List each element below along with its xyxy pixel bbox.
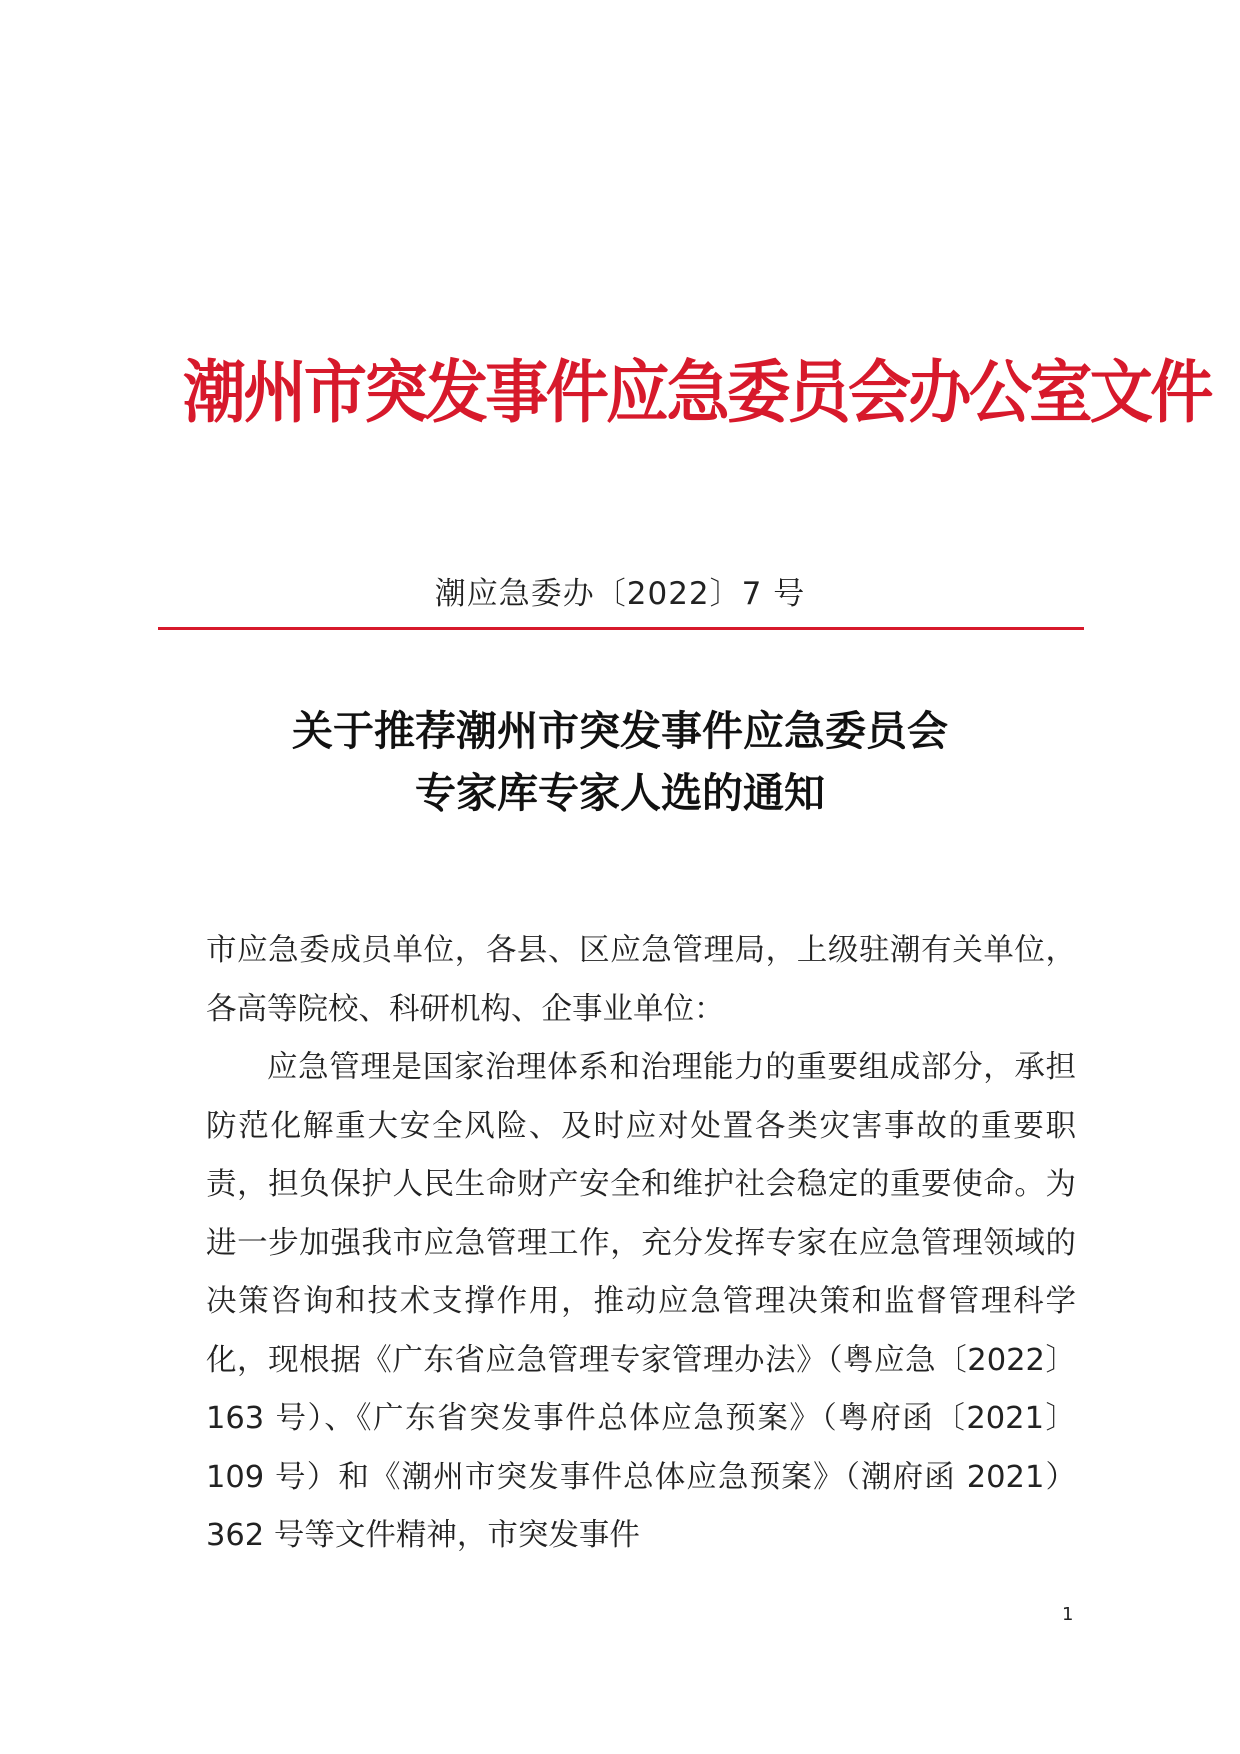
- salutation-paragraph: 市应急委成员单位，各县、区应急管理局，上级驻潮有关单位，各高等院校、科研机构、企事业单位：: [206, 933, 1076, 1027]
- body-text: [206, 922, 1076, 1566]
- body-paragraph: 应急管理是国家治理体系和治理能力的重要组成部分，承担防范化解重大安全风险、及时应对处置各类灾害事故的重要职责，担负保护人民生命财产安全和维护社会稳定的重要使命。为进一步加强我市应急管理工作，充分发挥专家在应急管理领域的决策咨询和技术支撑作用，推动应急管理决策和监督管理科学化，现根据《广东省应急管理专家管理办法》（粤应急〔2022〕163 号）、《广东省突发事件总体应急预案》（粤府函〔2021〕109 号）和《潮州市突发事件总体应急预案》（潮府函 2021）362 号等文件精神，市突发事件: [206, 1050, 1076, 1553]
- red-divider-line: [158, 627, 1084, 630]
- issuer-header-title: 潮州市突发事件应急委员会办公室文件: [182, 353, 1211, 433]
- page-number: 1: [1062, 1604, 1074, 1625]
- notice-title: [150, 700, 1090, 824]
- notice-title-line-1: 关于推荐潮州市突发事件应急委员会: [292, 707, 948, 755]
- document-number: 潮应急委办〔2022〕7 号: [434, 576, 806, 612]
- notice-title-line-2: 专家库专家人选的通知: [415, 769, 825, 817]
